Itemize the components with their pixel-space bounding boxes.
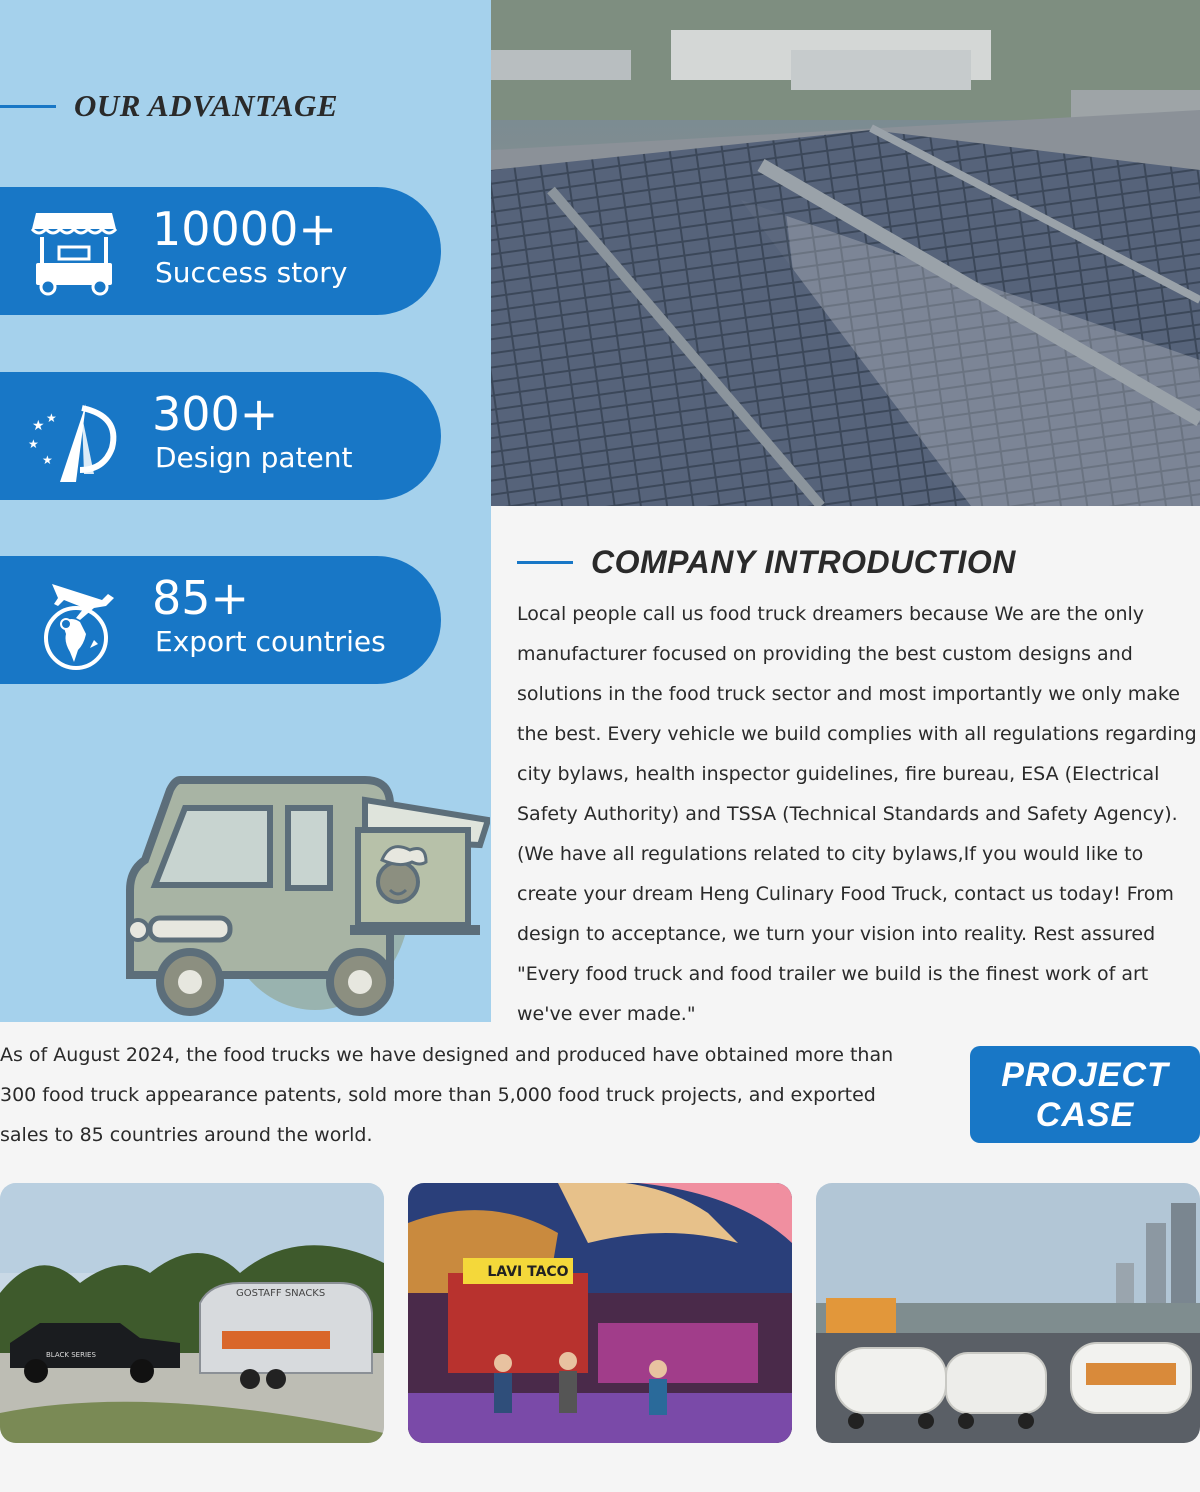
patent-icon xyxy=(24,386,124,486)
stat-design-patent xyxy=(0,372,441,500)
truck-sign-text: BLACK SERIES xyxy=(46,1351,96,1359)
stat-label: Design patent xyxy=(155,441,353,474)
stat-number: 300+ xyxy=(152,387,279,441)
svg-text:★: ★ xyxy=(28,437,39,451)
project-case-label-line2: CASE xyxy=(1035,1096,1135,1134)
stat-label: Success story xyxy=(155,256,348,289)
heading-accent-line xyxy=(0,105,56,108)
intro-paragraph: Local people call us food truck dreamers because We are the only manufacturer focused on providing the best custom designs and solutions in the food truck sector and most importantly we only make the best. Every vehicle we build complies with all regulations regarding city bylaws, health inspector guidelines, fire bureau, ESA (Electrical Safety Authority) and TSSA (Technical Standards and Safety Agency). (We have all regulations related to city bylaws,If you would like to create your dream Heng Culinary Food Truck, contact us today! From design to acceptance, we turn your vision into reality. Rest assured "Every food truck and food trailer we build is the finest work of art we've ever made." xyxy=(517,603,1197,1025)
project-case-label-line1: PROJECT xyxy=(1001,1056,1169,1094)
advantage-title: OUR ADVANTAGE xyxy=(74,88,339,123)
case-photo-night-market[interactable] xyxy=(408,1183,792,1443)
stat-number: 10000+ xyxy=(152,202,337,256)
case-photo-airstream-trailer[interactable] xyxy=(0,1183,384,1443)
project-case-button[interactable] xyxy=(970,1046,1200,1143)
stat-success-story xyxy=(0,187,441,315)
food-cart-icon xyxy=(24,201,124,301)
stat-export-countries xyxy=(0,556,441,684)
stat-label: Export countries xyxy=(155,625,386,658)
food-truck-illustration xyxy=(120,770,490,1020)
svg-text:★: ★ xyxy=(42,453,53,467)
stat-number: 85+ xyxy=(152,571,250,625)
advantage-heading xyxy=(0,88,338,124)
intro-title: COMPANY INTRODUCTION xyxy=(591,544,1016,580)
svg-text:★: ★ xyxy=(32,418,45,434)
taco-sign-text: LAVI TACO xyxy=(487,1264,569,1280)
svg-text:★: ★ xyxy=(46,411,57,425)
factory-solar-roof-photo xyxy=(491,0,1200,506)
globe-plane-icon xyxy=(24,570,124,670)
trailer-sign-text: GOSTAFF SNACKS xyxy=(236,1288,326,1299)
advantage-panel xyxy=(0,0,491,1022)
intro-heading xyxy=(517,544,1016,581)
case-photo-riverside-trailers[interactable] xyxy=(816,1183,1200,1443)
summary-paragraph: As of August 2024, the food trucks we have designed and produced have obtained more than 300 food truck appearance patents, sold more than 5,000 food truck projects, and exported sales to 85 countries around the world. xyxy=(0,1044,894,1146)
heading-accent-line xyxy=(517,561,573,564)
